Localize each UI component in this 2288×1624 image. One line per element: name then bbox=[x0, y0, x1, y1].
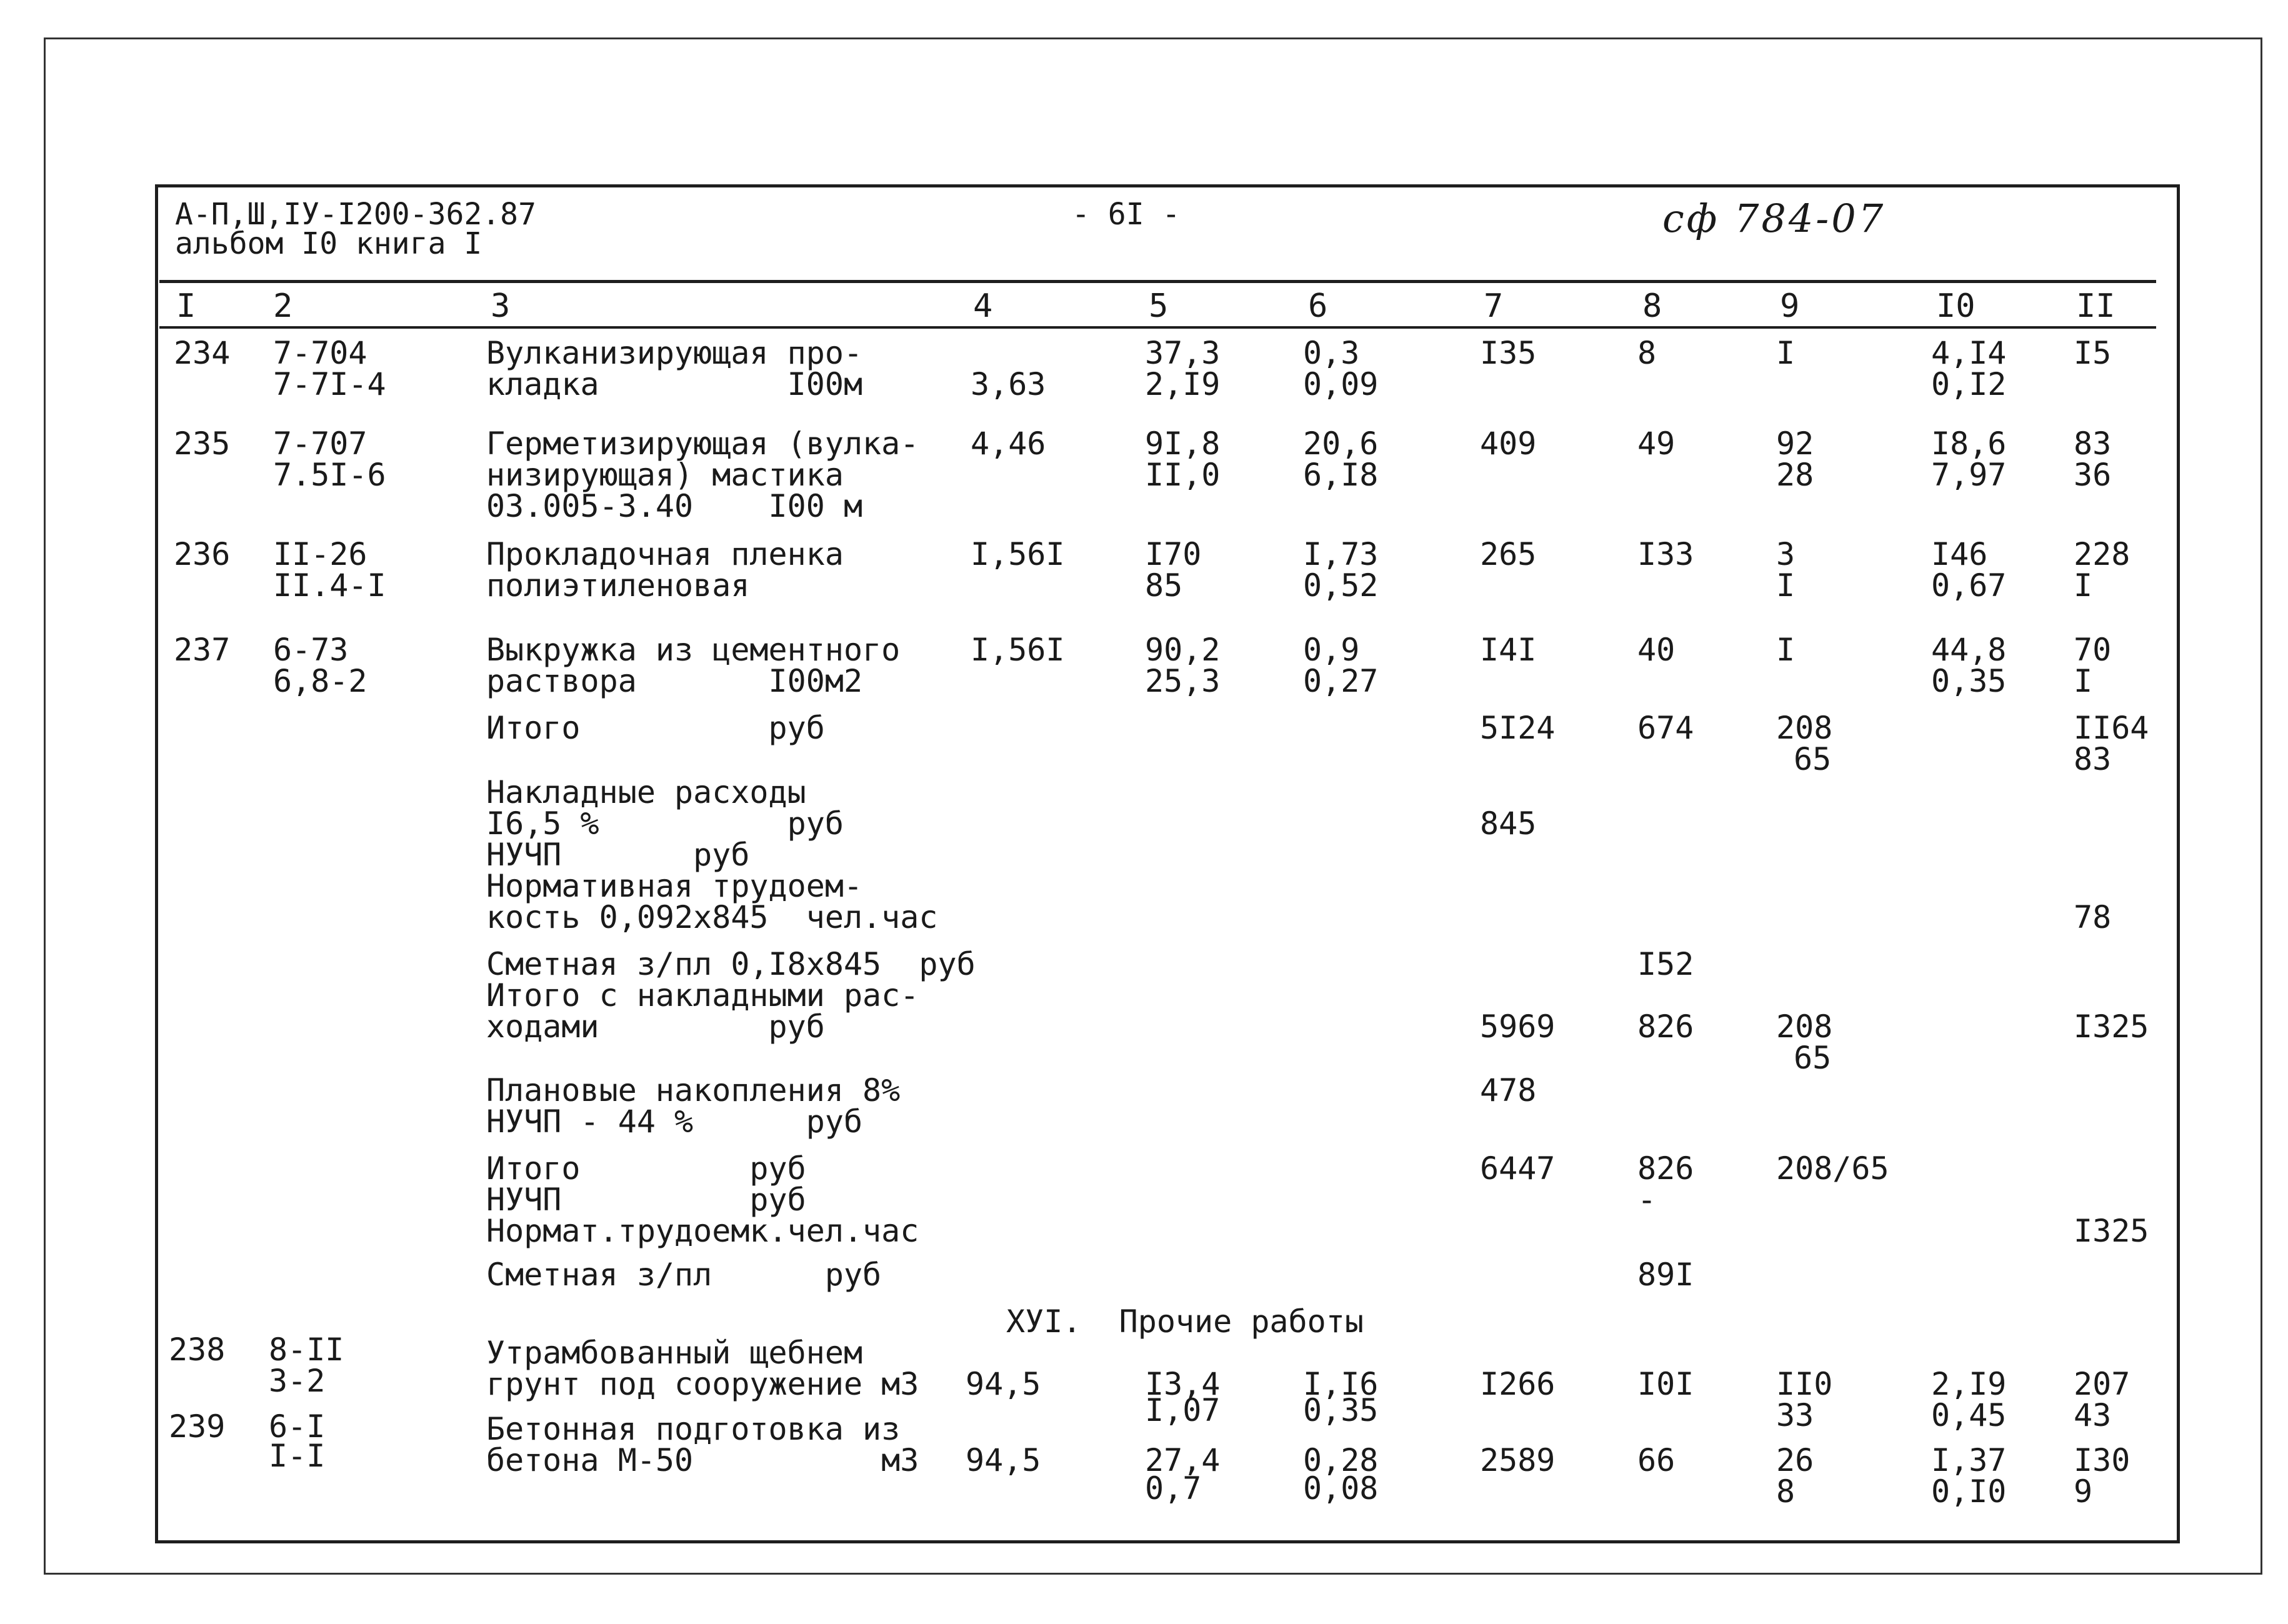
col7-value: 6447 bbox=[1480, 1150, 1556, 1187]
summary-label: кость 0,092х845 чел.час bbox=[486, 899, 938, 935]
norm-code-secondary: 7-7I-4 bbox=[273, 366, 386, 402]
quantity-value: 3,63 bbox=[971, 366, 1046, 402]
col10-value: 44,8 bbox=[1931, 632, 2007, 668]
handwritten-note: сф 784-07 bbox=[1662, 196, 1886, 241]
work-description-line: низирующая) мастика bbox=[486, 457, 844, 493]
col9-value: 33 bbox=[1776, 1397, 1814, 1433]
column-header-7: 7 bbox=[1484, 287, 1504, 325]
summary-label: Сметная з/пл 0,I8х845 руб bbox=[486, 946, 976, 982]
norm-code-secondary: II.4-I bbox=[273, 567, 386, 604]
col8-value: 66 bbox=[1637, 1442, 1676, 1478]
column-header-4: 4 bbox=[973, 287, 993, 325]
row-number: 235 bbox=[174, 426, 231, 462]
work-description-line: Бетонная подготовка из bbox=[486, 1411, 901, 1447]
col7-value: 5I24 bbox=[1480, 710, 1556, 746]
col11-value: 207 bbox=[2074, 1366, 2131, 1402]
col11-value: 43 bbox=[2074, 1397, 2112, 1433]
col7-value: 478 bbox=[1480, 1072, 1537, 1108]
work-description-line: грунт под сооружение м3 bbox=[486, 1366, 919, 1402]
column-header-11: II bbox=[2076, 287, 2116, 325]
col9-value: I bbox=[1776, 632, 1796, 668]
work-description-line: 03.005-3.40 I00 м bbox=[486, 488, 863, 524]
col9-value: 208 bbox=[1776, 1009, 1833, 1045]
col10-value: 7,97 bbox=[1931, 457, 2007, 493]
summary-label: I6,5 % руб bbox=[486, 805, 844, 842]
col5-value: 85 bbox=[1145, 567, 1183, 604]
column-header-6: 6 bbox=[1308, 287, 1328, 325]
col6-value: 0,28 bbox=[1303, 1442, 1379, 1478]
work-description-line: Утрамбованный щебнем bbox=[486, 1335, 863, 1371]
norm-code: 7-704 bbox=[273, 335, 367, 371]
col5-value: I70 bbox=[1145, 536, 1202, 572]
column-header-3: 3 bbox=[491, 287, 511, 325]
col9-value: I bbox=[1776, 567, 1796, 604]
col11-value: 83 bbox=[2074, 426, 2112, 462]
col5-value: 90,2 bbox=[1145, 632, 1221, 668]
col7-value: 5969 bbox=[1480, 1009, 1556, 1045]
summary-label: ходами руб bbox=[486, 1009, 825, 1045]
col6-value: I,73 bbox=[1303, 536, 1379, 572]
col8-value: 674 bbox=[1637, 710, 1694, 746]
col9-value: II0 bbox=[1776, 1366, 1833, 1402]
col8-value: - bbox=[1637, 1182, 1657, 1218]
summary-label: Итого руб bbox=[486, 1150, 806, 1187]
col10-value: I,37 bbox=[1931, 1442, 2007, 1478]
column-header-8: 8 bbox=[1642, 287, 1662, 325]
norm-code: II-26 bbox=[273, 536, 367, 572]
col8-value: 89I bbox=[1637, 1257, 1694, 1293]
col10-value: I8,6 bbox=[1931, 426, 2007, 462]
work-description-line: кладка I00м bbox=[486, 366, 863, 402]
col9-value: 92 bbox=[1776, 426, 1814, 462]
col10-value: 4,I4 bbox=[1931, 335, 2007, 371]
document-code: А-П,Ш,IУ-I200-362.87 bbox=[175, 197, 536, 232]
col5-value: 27,4 bbox=[1145, 1442, 1221, 1478]
quantity-value: I,56I bbox=[971, 632, 1065, 668]
section-title: ХУI. Прочие работы bbox=[1006, 1303, 1364, 1340]
col9-value: 208 bbox=[1776, 710, 1833, 746]
col7-value: 2589 bbox=[1480, 1442, 1556, 1478]
row-number: 239 bbox=[169, 1408, 226, 1445]
work-description-line: полиэтиленовая bbox=[486, 567, 750, 604]
work-description-line: раствора I00м2 bbox=[486, 663, 863, 699]
norm-code: 6-73 bbox=[273, 632, 349, 668]
col8-value: I52 bbox=[1637, 946, 1694, 982]
col10-value: 2,I9 bbox=[1931, 1366, 2007, 1402]
work-description-line: Прокладочная пленка bbox=[486, 536, 844, 572]
col6-value: 0,09 bbox=[1303, 366, 1379, 402]
col10-value: 0,I2 bbox=[1931, 366, 2007, 402]
column-header-10: I0 bbox=[1936, 287, 1976, 325]
col10-value: I46 bbox=[1931, 536, 1988, 572]
column-header-1: I bbox=[176, 287, 196, 325]
col9-value: I bbox=[1776, 335, 1796, 371]
col7-value: 845 bbox=[1480, 805, 1537, 842]
row-number: 234 bbox=[174, 335, 231, 371]
norm-code: 7-707 bbox=[273, 426, 367, 462]
col7-value: I4I bbox=[1480, 632, 1537, 668]
col10-value: 0,67 bbox=[1931, 567, 2007, 604]
col8-value: 826 bbox=[1637, 1150, 1694, 1187]
norm-code-secondary: 6,8-2 bbox=[273, 663, 367, 699]
col8-value: I33 bbox=[1637, 536, 1694, 572]
col11-value: 228 bbox=[2074, 536, 2131, 572]
col6-value: 0,9 bbox=[1303, 632, 1360, 668]
col11-value: I325 bbox=[2074, 1009, 2149, 1045]
quantity-value: 94,5 bbox=[966, 1442, 1041, 1478]
col10-value: 0,45 bbox=[1931, 1397, 2007, 1433]
col7-value: 265 bbox=[1480, 536, 1537, 572]
header-rule-top bbox=[159, 280, 2156, 283]
summary-label: Итого с накладными рас- bbox=[486, 977, 919, 1014]
page-number: - 6I - bbox=[1072, 197, 1181, 232]
col9-value: 3 bbox=[1776, 536, 1796, 572]
col11-value: II64 bbox=[2074, 710, 2149, 746]
col11-value: 83 bbox=[2074, 741, 2112, 777]
col6-value: 0,3 bbox=[1303, 335, 1360, 371]
col9-value: 28 bbox=[1776, 457, 1814, 493]
col11-value: I325 bbox=[2074, 1213, 2149, 1249]
column-header-9: 9 bbox=[1780, 287, 1800, 325]
col7-value: 409 bbox=[1480, 426, 1537, 462]
norm-code-secondary: 3-2 bbox=[269, 1363, 326, 1399]
work-description-line: бетона М-50 м3 bbox=[486, 1442, 919, 1478]
work-description-line: Выкружка из цементного bbox=[486, 632, 901, 668]
col10-value: 0,35 bbox=[1931, 663, 2007, 699]
col7-value: I35 bbox=[1480, 335, 1537, 371]
col10-value: 0,I0 bbox=[1931, 1473, 2007, 1510]
header-rule-bottom bbox=[159, 326, 2156, 329]
summary-label: Накладные расходы bbox=[486, 774, 806, 810]
col9-value: 65 bbox=[1794, 1040, 1832, 1076]
row-number: 238 bbox=[169, 1332, 226, 1368]
col6-value: 0,52 bbox=[1303, 567, 1379, 604]
col5-value: 9I,8 bbox=[1145, 426, 1221, 462]
column-header-2: 2 bbox=[273, 287, 293, 325]
norm-code: 6-I bbox=[269, 1408, 326, 1445]
col5-value: I,07 bbox=[1145, 1392, 1221, 1428]
album-info: альбом I0 книга I bbox=[175, 226, 482, 261]
column-header-5: 5 bbox=[1149, 287, 1169, 325]
summary-label: НУЧП руб bbox=[486, 837, 750, 873]
col5-value: 2,I9 bbox=[1145, 366, 1221, 402]
col6-value: 0,27 bbox=[1303, 663, 1379, 699]
col8-value: 40 bbox=[1637, 632, 1676, 668]
col11-value: 70 bbox=[2074, 632, 2112, 668]
col5-value: 37,3 bbox=[1145, 335, 1221, 371]
row-number: 237 bbox=[174, 632, 231, 668]
col11-value: 78 bbox=[2074, 899, 2112, 935]
col6-value: I,I6 bbox=[1303, 1366, 1379, 1402]
col5-value: I3,4 bbox=[1145, 1366, 1221, 1402]
col11-value: I30 bbox=[2074, 1442, 2131, 1478]
quantity-value: 94,5 bbox=[966, 1366, 1041, 1402]
summary-label: НУЧП руб bbox=[486, 1182, 806, 1218]
col11-value: I bbox=[2074, 663, 2093, 699]
col8-value: 49 bbox=[1637, 426, 1676, 462]
summary-label: Итого руб bbox=[486, 710, 825, 746]
col9-value: 8 bbox=[1776, 1473, 1796, 1510]
work-description-line: Герметизирующая (вулка- bbox=[486, 426, 919, 462]
col8-value: 8 bbox=[1637, 335, 1657, 371]
col6-value: 20,6 bbox=[1303, 426, 1379, 462]
col9-value: 26 bbox=[1776, 1442, 1814, 1478]
col9-value: 65 bbox=[1794, 741, 1832, 777]
col6-value: 0,35 bbox=[1303, 1392, 1379, 1428]
quantity-value: I,56I bbox=[971, 536, 1065, 572]
col5-value: II,0 bbox=[1145, 457, 1221, 493]
col11-value: 9 bbox=[2074, 1473, 2093, 1510]
norm-code-secondary: I-I bbox=[269, 1438, 326, 1474]
norm-code-secondary: 7.5I-6 bbox=[273, 457, 386, 493]
summary-label: НУЧП - 44 % руб bbox=[486, 1103, 863, 1140]
col5-value: 25,3 bbox=[1145, 663, 1221, 699]
col5-value: 0,7 bbox=[1145, 1470, 1202, 1507]
col11-value: I5 bbox=[2074, 335, 2112, 371]
col9-value: 208/65 bbox=[1776, 1150, 1889, 1187]
col8-value: 826 bbox=[1637, 1009, 1694, 1045]
summary-label: Нормат.трудоемк.чел.час bbox=[486, 1213, 919, 1249]
summary-label: Плановые накопления 8% bbox=[486, 1072, 901, 1108]
col6-value: 6,I8 bbox=[1303, 457, 1379, 493]
col11-value: I bbox=[2074, 567, 2093, 604]
norm-code: 8-II bbox=[269, 1332, 344, 1368]
quantity-value: 4,46 bbox=[971, 426, 1046, 462]
col6-value: 0,08 bbox=[1303, 1470, 1379, 1507]
work-description-line: Вулканизирующая про- bbox=[486, 335, 863, 371]
col7-value: I266 bbox=[1480, 1366, 1556, 1402]
col8-value: I0I bbox=[1637, 1366, 1694, 1402]
summary-label: Сметная з/пл руб bbox=[486, 1257, 882, 1293]
row-number: 236 bbox=[174, 536, 231, 572]
summary-label: Нормативная трудоем- bbox=[486, 868, 863, 904]
col11-value: 36 bbox=[2074, 457, 2112, 493]
